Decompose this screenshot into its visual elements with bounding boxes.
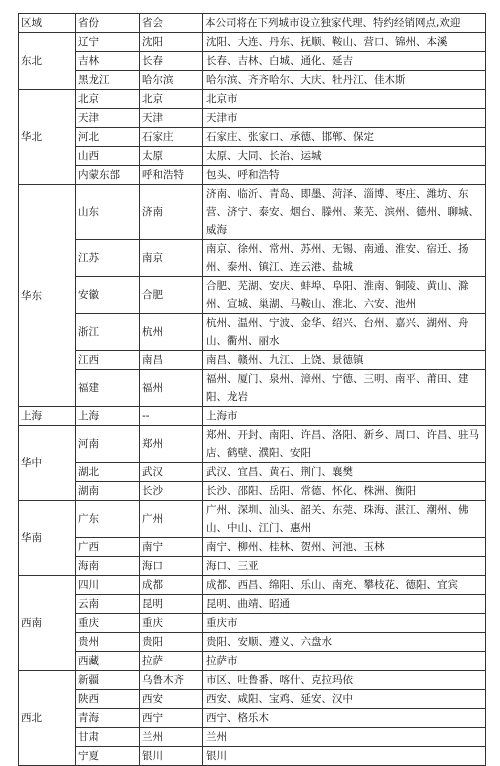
cities-cell: 南昌、赣州、九江、上饶、景德镇 [203, 351, 486, 370]
cities-cell: 福州、厦门、泉州、漳州、宁德、三明、南平、莆田、建阳、龙岩 [203, 370, 486, 407]
table-row [19, 709, 486, 728]
province-cell: 宁夏 [76, 747, 140, 766]
cities-cell: 济南、临沂、青岛、即墨、菏泽、淄博、枣庄、潍坊、东营、济宁、泰安、烟台、滕州、莱芜、滨州、德州、聊城、威海 [203, 185, 486, 240]
province-cell: 安徽 [76, 277, 140, 314]
capital-cell: 南宁 [140, 538, 203, 557]
cities-cell: 太原、大同、长治、运城 [203, 147, 486, 166]
province-cell: 江西 [76, 351, 140, 370]
table-row [19, 52, 486, 71]
capital-cell: 西宁 [140, 709, 203, 728]
capital-cell: 成都 [140, 576, 203, 595]
region-cell: 华北 [19, 90, 76, 185]
province-cell: 广东 [76, 501, 140, 538]
cities-cell: 北京市 [203, 90, 486, 109]
table-body [19, 33, 486, 766]
cities-cell: 哈尔滨、齐齐哈尔、大庆、牡丹江、佳木斯 [203, 71, 486, 90]
cities-cell: 天津市 [203, 109, 486, 128]
capital-cell: 济南 [140, 185, 203, 240]
region-cell: 上海 [19, 407, 76, 426]
region-cell: 华南 [19, 501, 76, 576]
cities-cell: 南宁、柳州、桂林、贺州、河池、玉林 [203, 538, 486, 557]
table-row [19, 147, 486, 166]
capital-cell: 哈尔滨 [140, 71, 203, 90]
capital-cell: 福州 [140, 370, 203, 407]
cities-cell: 广州、深圳、汕头、韶关、东莞、珠海、湛江、潮州、佛山、中山、江门、惠州 [203, 501, 486, 538]
cities-cell: 贵阳、安顺、遵义、六盘水 [203, 633, 486, 652]
cities-cell: 昆明、曲靖、昭通 [203, 595, 486, 614]
province-cell: 重庆 [76, 614, 140, 633]
cities-cell: 郑州、开封、南阳、许昌、洛阳、新乡、周口、许昌、驻马店、鹤壁、濮阳、安阳 [203, 426, 486, 463]
table-row [19, 314, 486, 351]
cities-cell: 市区、吐鲁番、喀什、克拉玛依 [203, 671, 486, 690]
capital-cell: 石家庄 [140, 128, 203, 147]
table-row [19, 728, 486, 747]
capital-cell: 南昌 [140, 351, 203, 370]
province-cell: 西藏 [76, 652, 140, 671]
cities-cell: 拉萨市 [203, 652, 486, 671]
capital-cell: 郑州 [140, 426, 203, 463]
province-cell: 海南 [76, 557, 140, 576]
table-row [19, 671, 486, 690]
province-cell: 吉林 [76, 52, 140, 71]
table-row [19, 166, 486, 185]
table-row [19, 351, 486, 370]
region-cell: 华东 [19, 185, 76, 407]
table-row [19, 277, 486, 314]
province-cell: 湖北 [76, 463, 140, 482]
capital-cell: 沈阳 [140, 33, 203, 52]
table-row [19, 538, 486, 557]
region-cell: 东北 [19, 33, 76, 90]
table-row [19, 576, 486, 595]
province-cell: 山西 [76, 147, 140, 166]
table-header-row [19, 14, 486, 33]
table-row [19, 240, 486, 277]
province-cell: 江苏 [76, 240, 140, 277]
province-cell: 辽宁 [76, 33, 140, 52]
cities-cell: 长沙、邵阳、岳阳、常德、怀化、株洲、衡阳 [203, 482, 486, 501]
province-cell: 四川 [76, 576, 140, 595]
dealer-network-table [18, 13, 486, 766]
table-row [19, 747, 486, 766]
table-row [19, 90, 486, 109]
cities-cell: 西安、咸阳、宝鸡、延安、汉中 [203, 690, 486, 709]
province-cell: 浙江 [76, 314, 140, 351]
table-row [19, 557, 486, 576]
province-cell: 贵州 [76, 633, 140, 652]
capital-cell: 长春 [140, 52, 203, 71]
table-row [19, 633, 486, 652]
capital-cell: 北京 [140, 90, 203, 109]
table-row [19, 185, 486, 240]
capital-cell: 西安 [140, 690, 203, 709]
table-row [19, 33, 486, 52]
province-cell: 青海 [76, 709, 140, 728]
capital-cell: 长沙 [140, 482, 203, 501]
cities-cell: 成都、西昌、绵阳、乐山、南充、攀枝花、德阳、宜宾 [203, 576, 486, 595]
province-cell: 上海 [76, 407, 140, 426]
cities-cell: 石家庄、张家口、承德、邯郸、保定 [203, 128, 486, 147]
capital-cell: 重庆 [140, 614, 203, 633]
cities-cell: 沈阳、大连、丹东、抚顺、鞍山、营口、锦州、本溪 [203, 33, 486, 52]
province-cell: 内蒙东部 [76, 166, 140, 185]
table-row [19, 595, 486, 614]
province-cell: 湖南 [76, 482, 140, 501]
province-cell: 新疆 [76, 671, 140, 690]
capital-cell: 广州 [140, 501, 203, 538]
header-province: 省份 [76, 14, 140, 33]
cities-cell: 武汉、宜昌、黄石、荆门、襄樊 [203, 463, 486, 482]
province-cell: 甘肃 [76, 728, 140, 747]
header-region: 区域 [19, 14, 76, 33]
header-capital: 省会 [140, 14, 203, 33]
capital-cell: 南京 [140, 240, 203, 277]
cities-cell: 海口、三亚 [203, 557, 486, 576]
cities-cell: 南京、徐州、常州、苏州、无锡、南通、淮安、宿迁、扬州、泰州、镇江、连云港、盐城 [203, 240, 486, 277]
cities-cell: 合肥、芜湖、安庆、蚌埠、阜阳、淮南、铜陵、黄山、滁州、宣城、巢湖、马鞍山、淮北、六安、池州 [203, 277, 486, 314]
province-cell: 陕西 [76, 690, 140, 709]
table-row [19, 652, 486, 671]
capital-cell: 昆明 [140, 595, 203, 614]
table-row [19, 370, 486, 407]
capital-cell: 拉萨 [140, 652, 203, 671]
cities-cell: 重庆市 [203, 614, 486, 633]
cities-cell: 银川 [203, 747, 486, 766]
province-cell: 河南 [76, 426, 140, 463]
capital-cell: 武汉 [140, 463, 203, 482]
header-cities: 本公司将在下列城市设立独家代理、特约经销网点,欢迎 [203, 14, 486, 33]
cities-cell: 长春、吉林、白城、通化、延吉 [203, 52, 486, 71]
capital-cell: 海口 [140, 557, 203, 576]
table-row [19, 614, 486, 633]
cities-cell: 兰州 [203, 728, 486, 747]
province-cell: 北京 [76, 90, 140, 109]
province-cell: 河北 [76, 128, 140, 147]
table-row [19, 690, 486, 709]
region-cell: 华中 [19, 426, 76, 501]
cities-cell: 西宁、格乐木 [203, 709, 486, 728]
capital-cell: 天津 [140, 109, 203, 128]
province-cell: 天津 [76, 109, 140, 128]
table-row [19, 426, 486, 463]
table-row [19, 109, 486, 128]
capital-cell: -- [140, 407, 203, 426]
province-cell: 云南 [76, 595, 140, 614]
province-cell: 黑龙江 [76, 71, 140, 90]
table-row [19, 407, 486, 426]
region-cell: 西北 [19, 671, 76, 766]
cities-cell: 杭州、温州、宁波、金华、绍兴、台州、嘉兴、湖州、舟山、衢州、丽水 [203, 314, 486, 351]
table-row [19, 463, 486, 482]
capital-cell: 合肥 [140, 277, 203, 314]
cities-cell: 上海市 [203, 407, 486, 426]
region-cell: 西南 [19, 576, 76, 671]
capital-cell: 太原 [140, 147, 203, 166]
capital-cell: 杭州 [140, 314, 203, 351]
table-row [19, 482, 486, 501]
province-cell: 福建 [76, 370, 140, 407]
capital-cell: 兰州 [140, 728, 203, 747]
province-cell: 广西 [76, 538, 140, 557]
cities-cell: 包头、呼和浩特 [203, 166, 486, 185]
province-cell: 山东 [76, 185, 140, 240]
capital-cell: 贵阳 [140, 633, 203, 652]
table-row [19, 128, 486, 147]
capital-cell: 银川 [140, 747, 203, 766]
table-row [19, 501, 486, 538]
capital-cell: 乌鲁木齐 [140, 671, 203, 690]
capital-cell: 呼和浩特 [140, 166, 203, 185]
table-row [19, 71, 486, 90]
